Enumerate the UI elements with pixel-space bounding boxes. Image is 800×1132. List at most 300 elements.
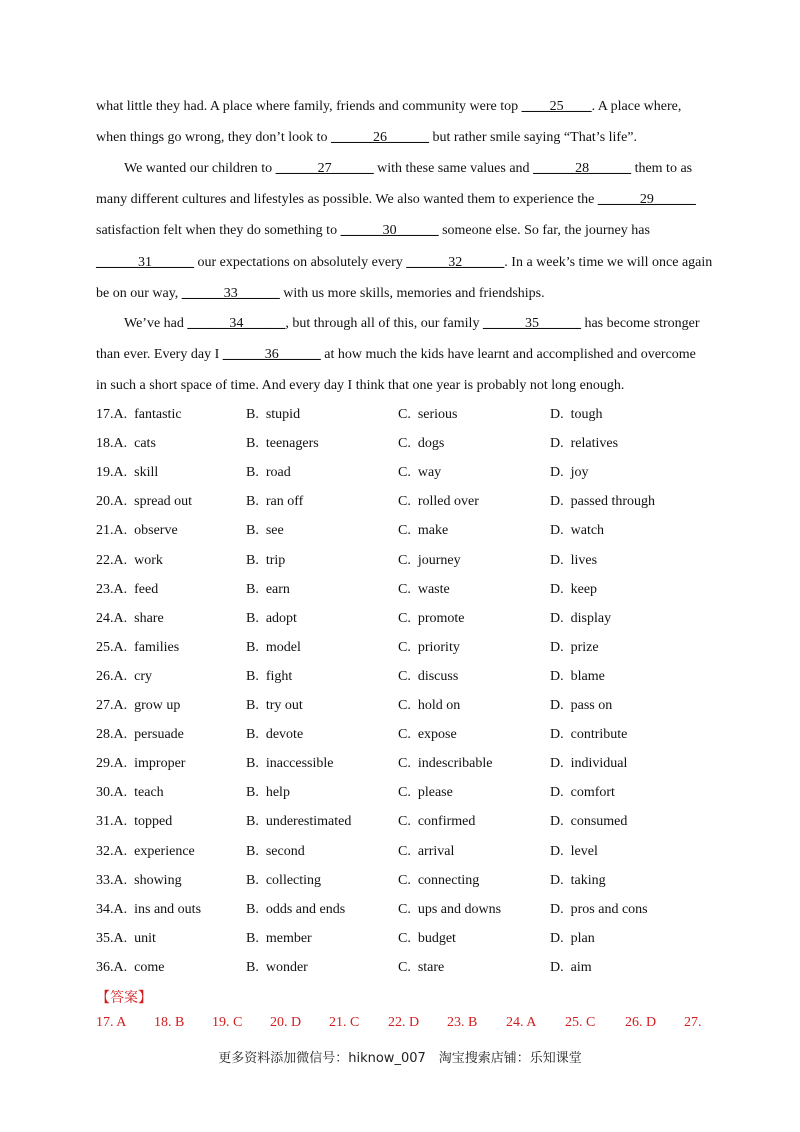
option-d [550, 783, 615, 803]
option-text: showing [134, 872, 182, 888]
option-b [246, 580, 290, 600]
option-d [550, 463, 589, 483]
footer-note: 更多资料添加微信号：hiknow_007 淘宝搜索店铺：乐知课堂 [218, 1051, 582, 1066]
question-number: 19. [96, 465, 114, 481]
passage-text: someone else. So far, the journey has [438, 223, 650, 238]
option-c [398, 492, 479, 512]
option-letter: A. [113, 610, 128, 626]
option-letter: D. [550, 901, 564, 917]
option-letter: C. [398, 785, 411, 801]
option-a [96, 580, 158, 600]
option-text: devote [265, 727, 304, 743]
option-text: adopt [265, 610, 297, 626]
passage-line [124, 159, 734, 179]
option-letter: C. [398, 610, 411, 626]
option-text: inaccessible [265, 756, 334, 772]
option-letter: A. [113, 698, 128, 713]
passage-text: many different cultures and lifestyles as possible. We also wanted them to experience the [96, 192, 598, 207]
question-number: 35. [96, 930, 114, 946]
option-d [550, 842, 598, 862]
passage-line [96, 253, 713, 273]
question-row [96, 580, 716, 600]
option-b [246, 434, 319, 454]
option-text: odds and ends [265, 901, 346, 917]
option-text: priority [417, 639, 460, 655]
option-text: try out [265, 698, 303, 713]
option-text: skill [134, 465, 159, 481]
option-letter: D. [550, 610, 564, 626]
option-b [246, 521, 284, 541]
option-text: see [265, 523, 284, 539]
option-text: arrival [417, 843, 455, 859]
option-letter: B. [246, 436, 259, 452]
option-letter: D. [550, 639, 564, 655]
option-text: second [265, 843, 305, 859]
option-letter: A. [113, 494, 128, 510]
option-c [398, 667, 458, 687]
option-letter: A. [113, 668, 128, 684]
question-number: 21. [96, 523, 114, 539]
answer-heading: 【答案】 [96, 990, 152, 1006]
option-d [550, 521, 604, 541]
option-text: cry [134, 668, 153, 684]
option-text: lives [570, 552, 598, 568]
question-row [96, 812, 716, 832]
question-number: 32. [96, 843, 114, 859]
answer-blank: ______36______ [222, 347, 321, 362]
option-text: taking [570, 872, 606, 888]
option-text: passed through [570, 494, 656, 510]
answer-blank: ______32______ [406, 255, 505, 270]
option-letter: A. [113, 407, 128, 422]
option-letter: B. [246, 930, 259, 946]
question-row [96, 900, 716, 920]
option-text: grow up [134, 698, 181, 713]
option-letter: D. [550, 668, 564, 684]
option-d [550, 958, 592, 978]
option-a [96, 434, 156, 454]
question-number: 17. [96, 407, 114, 422]
option-letter: A. [113, 756, 128, 772]
question-number: 33. [96, 872, 114, 888]
option-b [246, 754, 333, 774]
option-c [398, 783, 453, 803]
option-b [246, 725, 303, 745]
passage-line [96, 128, 706, 148]
option-text: share [134, 610, 164, 626]
answer-blank: ______30______ [340, 223, 439, 238]
option-b [246, 812, 351, 832]
question-row [96, 667, 716, 687]
question-number: 34. [96, 901, 114, 917]
option-text: please [417, 785, 453, 801]
question-number: 18. [96, 436, 114, 452]
option-text: pros and cons [570, 901, 648, 917]
option-text: trip [265, 552, 286, 568]
option-letter: D. [550, 930, 564, 946]
answer-item: 26. D [625, 1015, 657, 1030]
answer-item: 17. A [96, 1015, 127, 1030]
question-row [96, 871, 716, 891]
question-number: 36. [96, 959, 114, 975]
option-text: connecting [417, 872, 480, 888]
option-letter: D. [550, 465, 564, 481]
answer-blank: ______34______ [187, 316, 286, 331]
answer-item: 27. [684, 1015, 702, 1030]
question-number: 30. [96, 785, 114, 801]
passage-text: with these same values and [373, 161, 534, 176]
option-letter: C. [398, 436, 411, 452]
answer-blank: ______33______ [181, 286, 280, 301]
option-letter: A. [113, 785, 128, 801]
option-letter: B. [246, 668, 259, 684]
option-letter: A. [113, 872, 128, 888]
option-a [96, 871, 182, 891]
option-letter: A. [113, 465, 128, 481]
option-b [246, 405, 300, 425]
option-text: watch [570, 523, 605, 539]
option-d [550, 638, 599, 658]
answer-blank: ______28______ [533, 161, 632, 176]
option-letter: C. [398, 872, 411, 888]
option-b [246, 929, 312, 949]
passage-line [96, 345, 706, 365]
question-row [96, 521, 716, 541]
question-row [96, 551, 716, 571]
option-c [398, 609, 465, 629]
option-a [96, 667, 152, 687]
answer-item: 25. C [565, 1015, 596, 1030]
passage-text: We’ve had [124, 316, 188, 331]
option-d [550, 609, 611, 629]
option-letter: C. [398, 523, 411, 539]
option-letter: A. [113, 843, 128, 859]
option-letter: C. [398, 843, 411, 859]
option-text: collecting [265, 872, 322, 888]
option-letter: C. [398, 930, 411, 946]
option-text: road [265, 465, 291, 481]
option-c [398, 521, 448, 541]
question-number: 20. [96, 494, 114, 510]
option-text: display [570, 610, 612, 626]
option-letter: B. [246, 552, 259, 568]
option-b [246, 958, 308, 978]
passage-text: be on our way, [96, 286, 182, 301]
option-text: unit [134, 930, 156, 946]
option-text: rolled over [417, 494, 479, 510]
question-row [96, 754, 716, 774]
option-a [96, 958, 164, 978]
option-d [550, 580, 597, 600]
option-text: dogs [417, 436, 445, 452]
option-letter: B. [246, 465, 259, 481]
option-text: level [570, 843, 598, 859]
option-letter: D. [550, 523, 564, 539]
question-row [96, 638, 716, 658]
option-b [246, 551, 285, 571]
option-c [398, 929, 456, 949]
passage-text: when things go wrong, they don’t look to [96, 130, 332, 145]
option-c [398, 871, 479, 891]
option-b [246, 696, 303, 716]
option-text: keep [570, 581, 598, 597]
option-text: aim [570, 959, 592, 975]
option-letter: D. [550, 698, 564, 713]
option-letter: C. [398, 639, 411, 655]
option-text: joy [570, 465, 589, 481]
option-a [96, 725, 184, 745]
option-text: teach [134, 785, 164, 801]
option-text: feed [134, 581, 159, 597]
option-a [96, 405, 182, 425]
option-a [96, 929, 156, 949]
question-row [96, 783, 716, 803]
option-letter: C. [398, 814, 411, 830]
option-d [550, 754, 627, 774]
question-row [96, 463, 716, 483]
passage-text: our expectations on absolutely every [194, 255, 407, 270]
option-d [550, 492, 655, 512]
option-text: budget [417, 930, 456, 946]
option-text: make [417, 523, 449, 539]
option-letter: A. [113, 930, 128, 946]
option-c [398, 580, 450, 600]
question-number: 31. [96, 814, 114, 830]
option-c [398, 434, 444, 454]
option-b [246, 463, 291, 483]
option-text: fantastic [134, 407, 182, 422]
option-letter: C. [398, 581, 411, 597]
passage-text: with us more skills, memories and friendships. [279, 286, 545, 301]
option-letter: C. [398, 959, 411, 975]
question-row [96, 492, 716, 512]
option-letter: B. [246, 785, 259, 801]
option-a [96, 638, 179, 658]
option-d [550, 929, 595, 949]
option-text: blame [570, 668, 605, 684]
option-text: families [134, 639, 180, 655]
option-c [398, 754, 492, 774]
option-letter: C. [398, 465, 411, 481]
option-letter: D. [550, 727, 564, 743]
answer-item: 19. C [212, 1015, 243, 1030]
option-text: help [265, 785, 290, 801]
option-text: ins and outs [134, 901, 202, 917]
question-number: 24. [96, 610, 114, 626]
option-a [96, 521, 178, 541]
option-c [398, 405, 458, 425]
option-b [246, 638, 301, 658]
question-row [96, 609, 716, 629]
option-letter: C. [398, 494, 411, 510]
option-a [96, 492, 192, 512]
option-text: improper [134, 756, 186, 772]
option-text: contribute [570, 727, 628, 743]
passage-line [96, 97, 706, 117]
passage-text: than ever. Every day I [96, 347, 223, 362]
answer-blank: ______35______ [482, 316, 581, 331]
option-letter: C. [398, 668, 411, 684]
option-letter: A. [113, 581, 128, 597]
passage-line [96, 221, 706, 241]
option-text: fight [265, 668, 293, 684]
answer-blank: ______26______ [331, 130, 430, 145]
option-c [398, 551, 461, 571]
question-row [96, 405, 716, 425]
option-text: individual [570, 756, 628, 772]
option-c [398, 812, 475, 832]
question-number: 25. [96, 639, 114, 655]
option-text: model [265, 639, 301, 655]
option-a [96, 609, 164, 629]
question-row [96, 929, 716, 949]
question-number: 26. [96, 668, 114, 684]
option-letter: B. [246, 872, 259, 888]
option-text: experience [134, 843, 195, 859]
question-number: 27. [96, 698, 114, 713]
option-letter: A. [113, 901, 128, 917]
option-letter: D. [550, 959, 564, 975]
option-letter: D. [550, 436, 564, 452]
option-text: work [134, 552, 163, 568]
option-letter: B. [246, 610, 259, 626]
passage-line [124, 314, 734, 334]
option-letter: A. [113, 727, 128, 743]
option-d [550, 725, 627, 745]
option-letter: A. [113, 523, 128, 539]
passage-text: what little they had. A place where family, friends and community were top [96, 99, 522, 114]
option-letter: D. [550, 494, 564, 510]
option-text: topped [134, 814, 173, 830]
option-text: consumed [570, 814, 628, 830]
option-letter: B. [246, 581, 259, 597]
answer-item: 18. B [154, 1015, 185, 1030]
passage-text: at how much the kids have learnt and accomplished and overcome [320, 347, 696, 362]
option-letter: B. [246, 494, 259, 510]
option-b [246, 783, 290, 803]
option-letter: B. [246, 727, 259, 743]
option-text: teenagers [265, 436, 319, 452]
option-text: come [134, 959, 165, 975]
option-d [550, 667, 605, 687]
option-letter: C. [398, 756, 411, 772]
option-letter: B. [246, 407, 259, 422]
option-letter: D. [550, 872, 564, 888]
option-c [398, 900, 501, 920]
option-letter: C. [398, 698, 411, 713]
option-b [246, 492, 303, 512]
option-letter: A. [113, 436, 128, 452]
option-b [246, 871, 321, 891]
option-text: journey [417, 552, 461, 568]
passage-text: has become stronger [580, 316, 700, 331]
option-d [550, 405, 603, 425]
option-text: indescribable [417, 756, 493, 772]
answer-item: 20. D [270, 1015, 302, 1030]
option-a [96, 812, 172, 832]
option-text: discuss [417, 668, 459, 684]
passage-text: satisfaction felt when they do something to [96, 223, 341, 238]
passage-line [96, 376, 706, 396]
option-c [398, 842, 454, 862]
option-text: member [265, 930, 312, 946]
passage-text: , but through all of this, our family [285, 316, 483, 331]
option-d [550, 812, 627, 832]
option-letter: B. [246, 814, 259, 830]
option-text: expose [417, 727, 457, 743]
answer-blank: ______31______ [96, 255, 194, 270]
option-letter: B. [246, 756, 259, 772]
option-letter: D. [550, 581, 564, 597]
option-d [550, 696, 612, 716]
option-d [550, 434, 618, 454]
option-letter: C. [398, 901, 411, 917]
option-text: comfort [570, 785, 615, 801]
option-a [96, 783, 164, 803]
option-text: pass on [570, 698, 613, 713]
option-text: tough [570, 407, 603, 422]
option-text: stare [417, 959, 445, 975]
option-a [96, 900, 201, 920]
option-b [246, 900, 345, 920]
option-text: wonder [265, 959, 308, 975]
option-text: ups and downs [417, 901, 502, 917]
option-text: prize [570, 639, 599, 655]
option-d [550, 551, 597, 571]
option-letter: A. [113, 959, 128, 975]
answer-blank: ______29______ [597, 192, 696, 207]
passage-text: them to as [631, 161, 693, 176]
question-number: 23. [96, 581, 114, 597]
option-text: confirmed [417, 814, 476, 830]
option-letter: D. [550, 785, 564, 801]
option-letter: D. [550, 756, 564, 772]
option-text: spread out [134, 494, 193, 510]
answer-item: 23. B [447, 1015, 478, 1030]
option-b [246, 667, 292, 687]
answer-item: 22. D [388, 1015, 420, 1030]
option-letter: C. [398, 727, 411, 743]
passage-text: . A place where, [591, 99, 682, 114]
passage-text: . In a week’s time we will once again [504, 255, 713, 270]
option-letter: B. [246, 901, 259, 917]
option-text: ran off [265, 494, 304, 510]
option-text: earn [265, 581, 290, 597]
answer-blank: ____25____ [521, 99, 592, 114]
answer-item: 21. C [329, 1015, 360, 1030]
option-c [398, 638, 460, 658]
option-letter: B. [246, 523, 259, 539]
option-text: waste [417, 581, 450, 597]
passage-line [96, 190, 706, 210]
option-letter: D. [550, 552, 564, 568]
option-text: way [417, 465, 442, 481]
question-row [96, 434, 716, 454]
option-text: observe [134, 523, 178, 539]
option-letter: D. [550, 407, 564, 422]
option-letter: B. [246, 639, 259, 655]
option-text: stupid [265, 407, 301, 422]
option-letter: D. [550, 843, 564, 859]
question-row [96, 696, 716, 716]
option-d [550, 900, 648, 920]
passage-line [96, 284, 706, 304]
option-text: cats [134, 436, 156, 452]
option-letter: B. [246, 698, 259, 713]
option-d [550, 871, 606, 891]
option-letter: C. [398, 407, 411, 422]
question-row [96, 725, 716, 745]
